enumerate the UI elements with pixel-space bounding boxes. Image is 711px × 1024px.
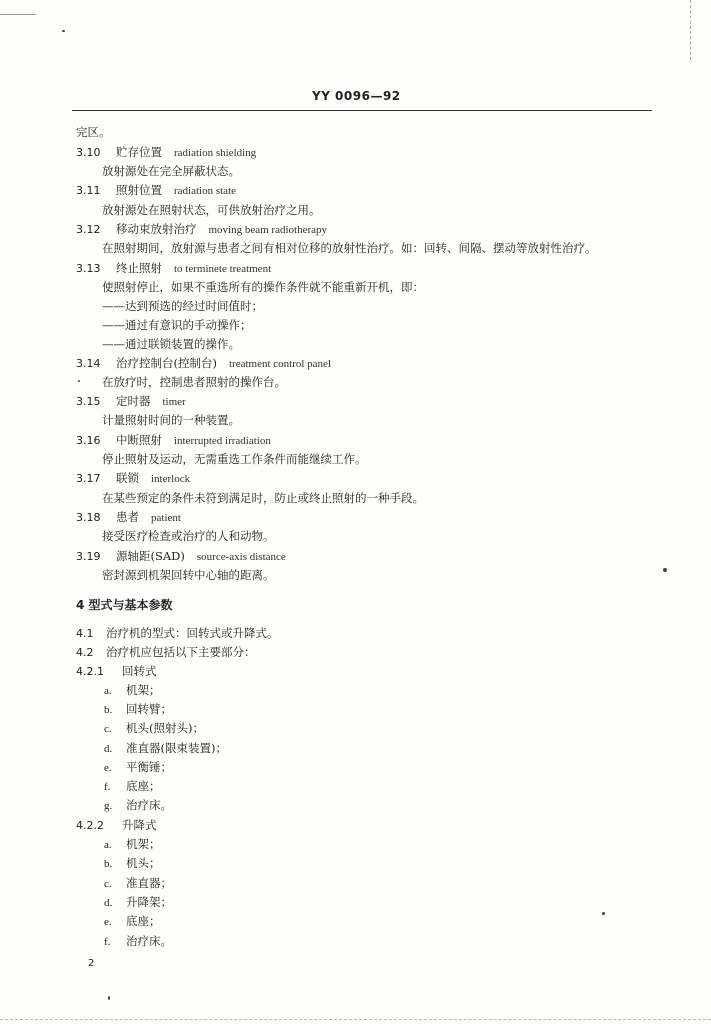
body-text: 放射源处在照射状态，可供放射治疗之用。 (102, 203, 321, 217)
term-english: interrupted irradiation (174, 435, 271, 447)
clause-text: 治疗机应包括以下主要部分： (106, 645, 256, 659)
term-chinese: 终止照射 (116, 261, 162, 275)
term-chinese: 照射位置 (116, 183, 162, 197)
list-item-letter: b. (104, 704, 113, 716)
page-number: 2 (88, 958, 95, 969)
list-item (104, 779, 161, 794)
list-item-letter: e. (104, 916, 112, 928)
clause-number: 3.11 (76, 184, 101, 197)
list-item (104, 895, 172, 910)
term-chinese: 源轴距(SAD) (116, 549, 185, 563)
term-chinese: 联锁 (116, 471, 139, 485)
body-text: 在照射期间，放射源与患者之间有相对位移的放射性治疗。如：回转、间隔、摆动等放射性治疗。 (102, 241, 597, 255)
body-text: 停止照射及运动，无需重选工作条件而能继续工作。 (102, 452, 367, 466)
list-item (104, 798, 172, 813)
list-item-text: 准直器(限束装置)； (126, 741, 227, 755)
definition-text (102, 203, 321, 217)
definition-text (102, 337, 240, 351)
header-rule (72, 110, 652, 111)
scan-edge-line (0, 1019, 711, 1020)
clause-number: 3.13 (76, 262, 101, 275)
body-text: ——通过联锁装置的操作。 (102, 337, 240, 351)
term-english: source-axis distance (196, 551, 286, 563)
clause-number: 3.16 (76, 434, 101, 447)
list-item-letter: d. (104, 897, 113, 909)
definition-text (102, 164, 240, 178)
term-entry (76, 510, 181, 525)
list-item-letter: f. (104, 936, 111, 948)
body-text: ——达到预选的经过时间值时； (102, 299, 263, 313)
clause-number: 4.1 (76, 627, 94, 640)
body-text: 接受医疗检查或治疗的人和动物。 (102, 529, 275, 543)
scan-speck (62, 30, 65, 32)
clause-number: 3.17 (76, 472, 101, 485)
term-english: interlock (151, 473, 191, 485)
numbered-clause (76, 664, 157, 679)
body-text: 计量照射时间的一种装置。 (102, 413, 240, 427)
scan-speck (602, 912, 605, 915)
clause-number: 3.12 (76, 223, 101, 236)
definition-text (102, 280, 424, 294)
term-chinese: 治疗控制台(控制台) (116, 356, 217, 370)
section-heading-text: 4 型式与基本参数 (76, 598, 173, 612)
list-item-text: 回转臂； (126, 702, 172, 716)
term-english: to terminete treatment (174, 263, 272, 275)
numbered-clause (76, 626, 279, 641)
definition-text (102, 491, 424, 505)
scan-edge-line (690, 0, 691, 60)
term-entry (76, 145, 256, 160)
list-item-text: 机架； (126, 837, 161, 851)
list-item-text: 治疗床。 (126, 934, 172, 948)
list-item-letter: b. (104, 858, 113, 870)
term-english: radiation state (174, 185, 237, 197)
term-chinese: 移动束放射治疗 (116, 222, 197, 236)
list-item-letter: g. (104, 800, 113, 812)
list-item (104, 837, 161, 852)
term-chinese: 贮存位置 (116, 145, 162, 159)
list-item-text: 机架； (126, 683, 161, 697)
term-chinese: 中断照射 (116, 433, 162, 447)
term-entry (76, 471, 190, 486)
clause-number: 4.2 (76, 646, 94, 659)
definition-text (102, 413, 240, 427)
clause-text: 回转式 (122, 664, 157, 678)
list-item-letter: c. (104, 878, 112, 890)
definition-text (102, 375, 286, 389)
body-text: 在放疗时，控制患者照射的操作台。 (102, 375, 286, 389)
term-entry (76, 222, 327, 237)
scan-speck (108, 996, 110, 1000)
term-entry (76, 261, 271, 276)
definition-text (102, 241, 597, 255)
clause-number: 3.10 (76, 146, 101, 159)
scan-edge-line (0, 14, 36, 15)
clause-number: 3.15 (76, 395, 101, 408)
definition-text (102, 299, 263, 313)
list-item (104, 934, 172, 949)
list-item (104, 741, 227, 756)
list-item-text: 升降架； (126, 895, 172, 909)
term-entry (76, 549, 286, 564)
term-entry (76, 433, 271, 448)
clause-number: 3.19 (76, 550, 101, 563)
list-item (104, 876, 172, 891)
list-item (104, 683, 161, 698)
list-item-text: 机头； (126, 856, 161, 870)
definition-text (102, 568, 275, 582)
body-text: 使照射停止，如果不重选所有的操作条件就不能重新开机，即： (102, 280, 424, 294)
body-text: 密封源到机架回转中心轴的距离。 (102, 568, 275, 582)
scan-speck (663, 568, 667, 572)
list-item-letter: a. (104, 839, 112, 851)
body-text: 放射源处在完全屏蔽状态。 (102, 164, 240, 178)
body-text: 在某些预定的条件未符到满足时，防止或终止照射的一种手段。 (102, 491, 424, 505)
term-english: timer (162, 396, 186, 408)
clause-number: 4.2.2 (76, 819, 104, 832)
scan-speck (78, 380, 80, 382)
list-item (104, 856, 161, 871)
continued-text (76, 125, 111, 139)
list-item (104, 760, 172, 775)
list-item-letter: d. (104, 743, 113, 755)
numbered-clause (76, 818, 157, 833)
list-item-text: 准直器； (126, 876, 172, 890)
term-english: patient (151, 512, 181, 524)
list-item-letter: c. (104, 723, 112, 735)
list-item (104, 721, 204, 736)
term-chinese: 患者 (116, 510, 139, 524)
section-heading (76, 598, 173, 612)
list-item-text: 底座； (126, 779, 161, 793)
clause-text: 升降式 (122, 818, 157, 832)
term-chinese: 定时器 (116, 394, 151, 408)
list-item-letter: e. (104, 762, 112, 774)
term-english: radiation shielding (174, 147, 257, 159)
definition-text (102, 452, 367, 466)
term-entry (76, 356, 331, 371)
list-item (104, 914, 161, 929)
list-item (104, 702, 172, 717)
clause-number: 3.14 (76, 357, 101, 370)
list-item-letter: a. (104, 685, 112, 697)
definition-text (102, 529, 275, 543)
definition-text (102, 318, 252, 332)
list-item-text: 机头(照射头)； (126, 721, 204, 735)
clause-number: 4.2.1 (76, 665, 104, 678)
list-item-text: 治疗床。 (126, 798, 172, 812)
term-entry (76, 183, 236, 198)
header-code: YY 0096—92 (312, 89, 401, 103)
list-item-letter: f. (104, 781, 111, 793)
term-english: treatment control panel (228, 358, 331, 370)
clause-text: 治疗机的型式：回转式或升降式。 (106, 626, 279, 640)
list-item-text: 底座； (126, 914, 161, 928)
term-entry (76, 394, 186, 409)
body-text: 完区。 (76, 125, 111, 139)
list-item-text: 平衡锤； (126, 760, 172, 774)
numbered-clause (76, 645, 256, 660)
body-text: ——通过有意识的手动操作； (102, 318, 252, 332)
term-english: moving beam radiotherapy (208, 224, 328, 236)
clause-number: 3.18 (76, 511, 101, 524)
